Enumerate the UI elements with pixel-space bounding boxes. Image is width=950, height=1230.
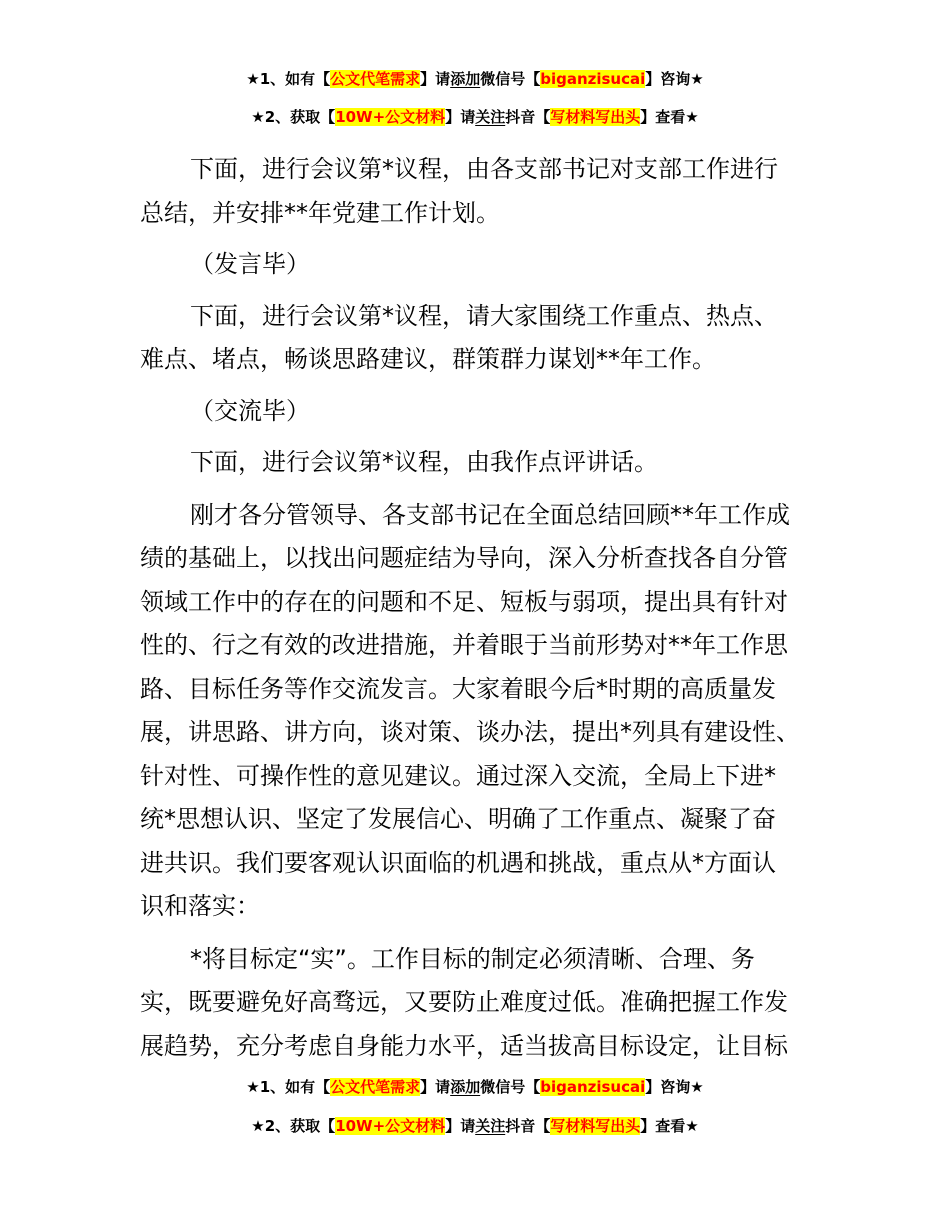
footer-banner-line2 [0, 1115, 950, 1137]
text-line: 领域工作中的存在的问题和不足、短板与弱项，提出具有针对 [140, 587, 788, 616]
text-line: 实，既要避免好高骛远，又要防止难度过低。准确把握工作发 [140, 988, 788, 1016]
banner-text: 微信号【 [480, 70, 541, 88]
paragraph-5 [140, 441, 830, 485]
banner-text: ★1、如有【 [246, 70, 331, 88]
footer-banner-line1 [0, 1076, 950, 1098]
wechat-id-highlight: biganzisucai [540, 70, 646, 88]
banner-text: 微信号【 [480, 1078, 541, 1096]
paragraph-4 [140, 390, 830, 434]
text-line: 下面，进行会议第*议程，由各支部书记对支部工作进行 [190, 155, 778, 183]
highlight-text: 公文代笔需求 [330, 70, 421, 88]
text-line: 下面，进行会议第*议程，由我作点评讲话。 [190, 448, 658, 476]
text-line: 针对性、可操作性的意见建议。通过深入交流，全局上下进* [140, 761, 776, 790]
highlight-text: 10W+公文材料 [335, 1117, 446, 1135]
banner-text: 】请 [445, 1117, 476, 1135]
banner-text: ★1、如有【 [246, 1078, 331, 1096]
text-line: *将目标定“实”。工作目标的制定必须清晰、合理、务 [190, 944, 755, 973]
text-line: 难点、堵点，畅谈思路建议，群策群力谋划**年工作。 [140, 345, 716, 373]
text-line: 统*思想认识、坚定了发展信心、明确了工作重点、凝聚了奋 [140, 805, 776, 833]
text-line: 绩的基础上，以找出问题症结为导向，深入分析查找各自分管 [140, 544, 788, 572]
text-line: 展趋势，充分考虑自身能力水平，适当拔高目标设定，让目标 [140, 1031, 788, 1060]
banner-text: 抖音【 [505, 1117, 551, 1135]
paragraph-3 [140, 295, 830, 382]
paragraph-2 [140, 243, 830, 287]
paragraph-1 [140, 148, 830, 235]
underlined-text: 添加 [450, 1078, 481, 1096]
underlined-text: 添加 [450, 70, 481, 88]
banner-text: 】请 [420, 70, 451, 88]
text-line: （发言毕） [190, 250, 310, 278]
text-line: 识和落实： [140, 892, 260, 920]
paragraph-7 [140, 938, 830, 1069]
underlined-text: 关注 [475, 108, 506, 126]
paragraph-6 [140, 494, 830, 929]
banner-text: ★2、获取【 [251, 108, 336, 126]
text-line: 总结，并安排**年党建工作计划。 [140, 198, 500, 227]
banner-text: 】查看★ [640, 1117, 699, 1135]
text-line: 路、目标任务等作交流发言。大家着眼今后*时期的高质量发 [140, 674, 776, 703]
underlined-text: 关注 [475, 1117, 506, 1135]
banner-text: 抖音【 [505, 108, 551, 126]
text-line: 下面，进行会议第*议程，请大家围绕工作重点、热点、 [190, 301, 778, 330]
highlight-text: 公文代笔需求 [330, 1078, 421, 1096]
document-body [140, 148, 830, 1068]
header-banner-line1 [0, 68, 950, 90]
douyin-name-highlight: 写材料写出头 [550, 108, 641, 126]
douyin-name-highlight: 写材料写出头 [550, 1117, 641, 1135]
text-line: （交流毕） [190, 396, 310, 425]
text-line: 刚才各分管领导、各支部书记在全面总结回顾**年工作成 [190, 500, 790, 529]
highlight-text: 10W+公文材料 [335, 108, 446, 126]
header-banner-line2 [0, 106, 950, 128]
banner-text: ★2、获取【 [251, 1117, 336, 1135]
banner-text: 】请 [445, 108, 476, 126]
banner-text: 】请 [420, 1078, 451, 1096]
banner-text: 】咨询★ [645, 70, 704, 88]
wechat-id-highlight: biganzisucai [540, 1078, 646, 1096]
text-line: 进共识。我们要客观认识面临的机遇和挑战，重点从*方面认 [140, 848, 776, 877]
text-line: 性的、行之有效的改进措施，并着眼于当前形势对**年工作思 [140, 631, 788, 659]
text-line: 展，讲思路、讲方向，谈对策、谈办法，提出*列具有建设性、 [140, 718, 800, 746]
banner-text: 】咨询★ [645, 1078, 704, 1096]
banner-text: 】查看★ [640, 108, 699, 126]
